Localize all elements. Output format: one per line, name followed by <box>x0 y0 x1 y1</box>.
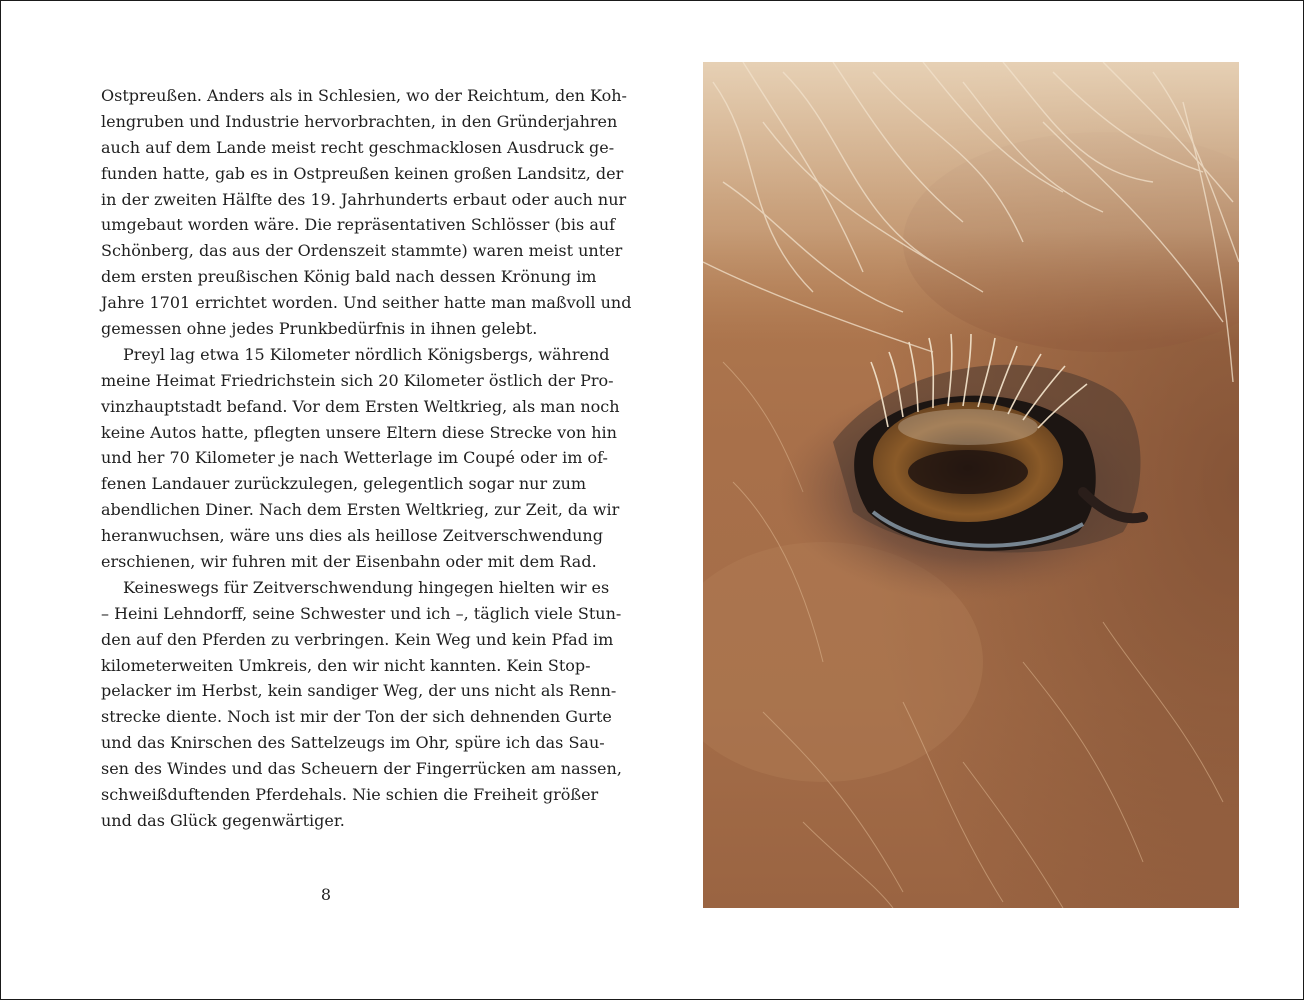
text-line: pelacker im Herbst, kein sandiger Weg, der uns nicht als Renn- <box>101 681 617 701</box>
text-line: lengruben und Industrie hervorbrachten, in den Gründerjahren <box>101 111 618 131</box>
text-line: funden hatte, gab es in Ostpreußen keinen großen Landsitz, der <box>101 163 624 183</box>
text-column <box>101 83 632 834</box>
text-line: abendlichen Diner. Nach dem Ersten Weltkrieg, zur Zeit, da wir <box>101 500 620 520</box>
text-line: gemessen ohne jedes Prunkbedürfnis in ihnen gelebt. <box>101 319 538 339</box>
text-line: fenen Landauer zurückzulegen, gelegentlich sogar nur zum <box>101 474 587 494</box>
text-line: erschienen, wir fuhren mit der Eisenbahn oder mit dem Rad. <box>101 552 597 572</box>
text-line: und her 70 Kilometer je nach Wetterlage im Coupé oder im of- <box>101 448 608 468</box>
eye-reflection <box>898 409 1038 445</box>
text-line: – Heini Lehndorff, seine Schwester und ich –, täglich viele Stun- <box>101 603 622 623</box>
text-line: auch auf dem Lande meist recht geschmacklosen Ausdruck ge- <box>101 137 615 157</box>
text-line: den auf den Pferden zu verbringen. Kein Weg und kein Pfad im <box>101 629 614 649</box>
text-line: Keineswegs für Zeitverschwendung hingegen hielten wir es <box>123 577 610 597</box>
text-line: dem ersten preußischen König bald nach dessen Krönung im <box>101 267 597 287</box>
text-line: sen des Windes und das Scheuern der Fingerrücken am nassen, <box>101 759 622 779</box>
text-line: und das Glück gegenwärtiger. <box>101 810 345 830</box>
text-line: meine Heimat Friedrichstein sich 20 Kilometer östlich der Pro- <box>101 370 614 390</box>
text-line: strecke diente. Noch ist mir der Ton der sich dehnenden Gurte <box>101 707 612 727</box>
text-line: keine Autos hatte, pflegten unsere Eltern diese Strecke von hin <box>101 422 617 442</box>
horse-eye-illustration <box>703 62 1239 908</box>
text-line: schweißduftenden Pferdehals. Nie schien die Freiheit größer <box>101 785 599 805</box>
text-line: und das Knirschen des Sattelzeugs im Ohr, spüre ich das Sau- <box>101 733 605 753</box>
text-line: kilometerweiten Umkreis, den wir nicht kannten. Kein Stop- <box>101 655 591 675</box>
page-number: 8 <box>320 885 332 904</box>
pupil <box>908 450 1028 494</box>
text-line: Ostpreußen. Anders als in Schlesien, wo der Reichtum, den Koh- <box>101 86 627 105</box>
text-line: Preyl lag etwa 15 Kilometer nördlich Königsbergs, während <box>123 344 610 364</box>
forelock <box>703 62 1239 342</box>
text-line: vinzhauptstadt befand. Vor dem Ersten Weltkrieg, als man noch <box>101 396 620 416</box>
text-line: umgebaut worden wäre. Die repräsentativen Schlösser (bis auf <box>101 215 616 235</box>
text-line: Schönberg, das aus der Ordenszeit stammte) waren meist unter <box>101 241 623 261</box>
text-line: heranwuchsen, wäre uns dies als heillose Zeitverschwendung <box>101 526 603 546</box>
text-line: Jahre 1701 errichtet worden. Und seither hatte man maßvoll und <box>101 293 632 313</box>
text-line: in der zweiten Hälfte des 19. Jahrhunderts erbaut oder auch nur <box>101 189 627 209</box>
